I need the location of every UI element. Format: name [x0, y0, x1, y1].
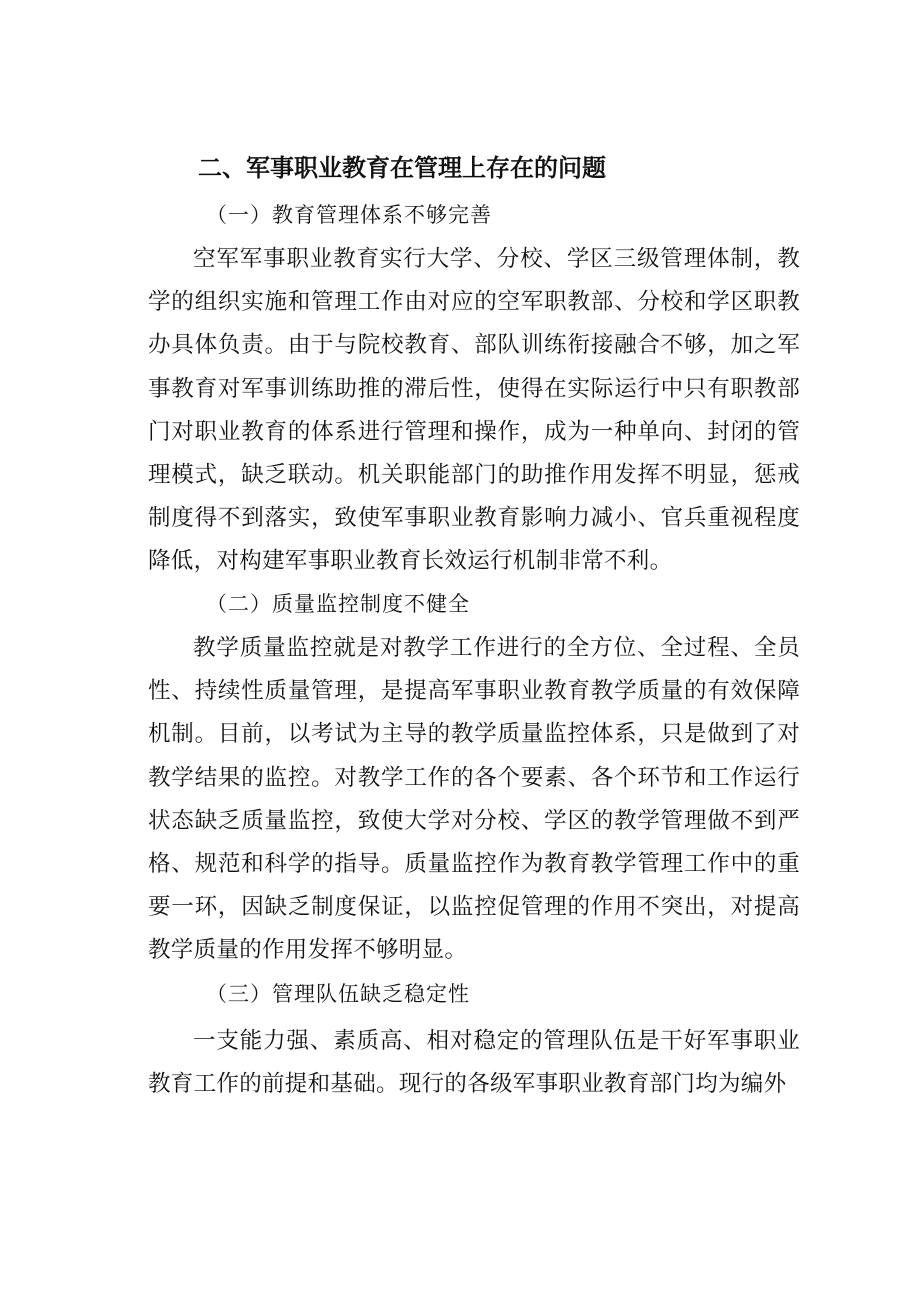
subsection-paragraph-2: 教学质量监控就是对教学工作进行的全方位、全过程、全员性、持续性质量管理，是提高军事职业教育教学质量的有效保障机制。目前，以考试为主导的教学质量监控体系，只是做到了对教学结果的监控。对教学工作的各个要素、各个环节和工作运行状态缺乏质量监控，致使大学对分校、学区的教学管理做不到严格、规范和科学的指导。质量监控作为教育教学管理工作中的重要一环，因缺乏制度保证，以监控促管理的作用不突出，对提高教学质量的作用发挥不够明显。 [148, 635, 800, 964]
section-heading: 二、军事职业教育在管理上存在的问题 [198, 154, 606, 182]
subsection-title-1: （一）教育管理体系不够完善 [206, 203, 492, 227]
subsection-paragraph-3: 一支能力强、素质高、相对稳定的管理队伍是干好军事职业教育工作的前提和基础。现行的各级军事职业教育部门均为编外 [148, 1028, 800, 1098]
subsection-title-3: （三）管理队伍缺乏稳定性 [206, 982, 470, 1006]
subsection-paragraph-1: 空军军事职业教育实行大学、分校、学区三级管理体制，教学的组织实施和管理工作由对应的空军职教部、分校和学区职教办具体负责。由于与院校教育、部队训练衔接融合不够，加之军事教育对军事训练助推的滞后性，使得在实际运行中只有职教部门对职业教育的体系进行管理和操作，成为一种单向、封闭的管理模式，缺乏联动。机关职能部门的助推作用发挥不明显，惩戒制度得不到落实，致使军事职业教育影响力减小、官兵重视程度降低，对构建军事职业教育长效运行机制非常不利。 [148, 246, 800, 575]
subsection-title-2: （二）质量监控制度不健全 [206, 592, 470, 616]
